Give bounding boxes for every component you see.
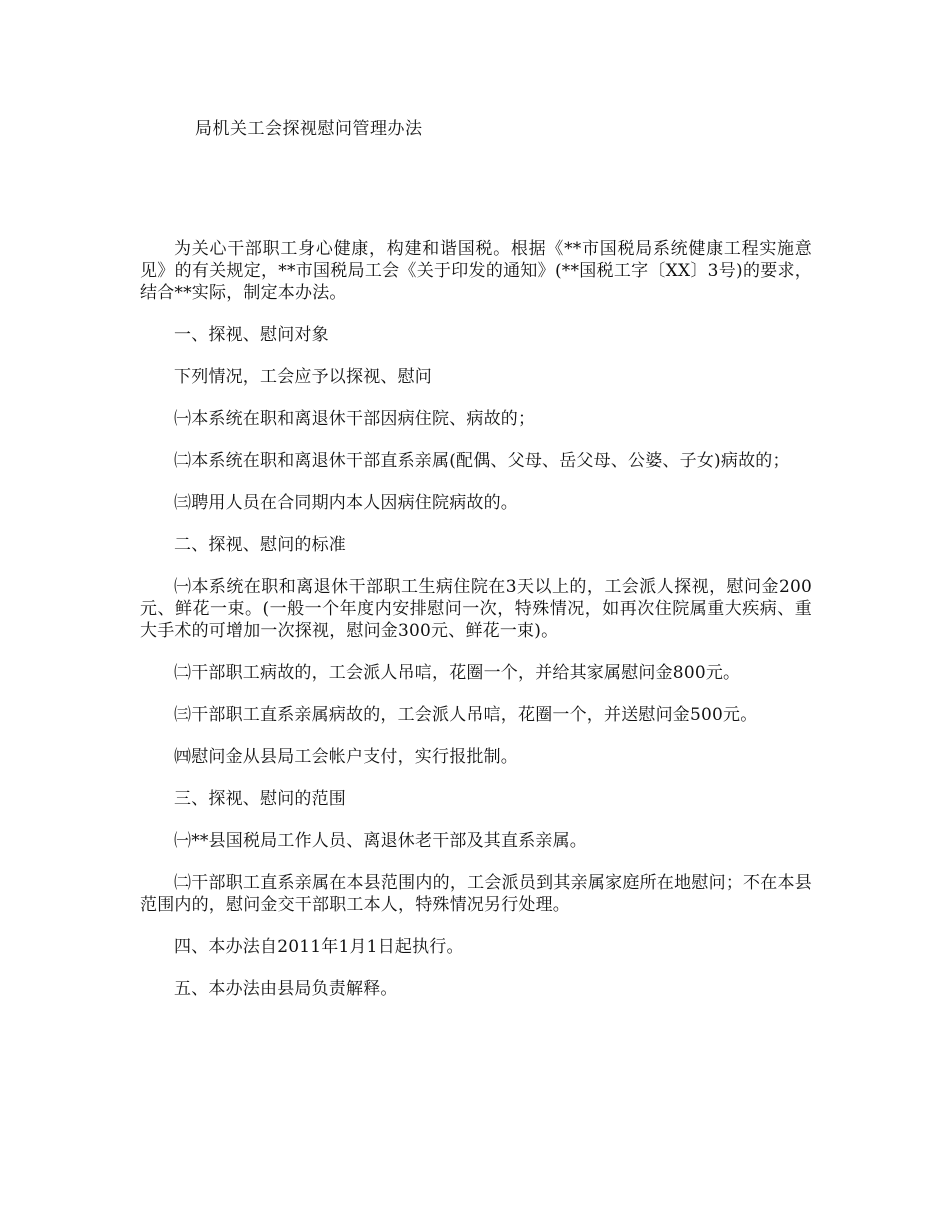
section-3-item-2: ㈡干部职工直系亲属在本县范围内的，工会派员到其亲属家庭所在地慰问；不在本县范围内的，慰问金交干部职工本人，特殊情况另行处理。: [140, 873, 812, 915]
section-heading-5: 五、本办法由县局负责解释。: [174, 979, 398, 999]
section-2-item-2: ㈡干部职工病故的，工会派人吊唁，花圈一个，并给其家属慰问金800元。: [174, 663, 741, 683]
document-title: 局机关工会探视慰问管理办法: [195, 119, 423, 139]
section-heading-2: 二、探视、慰问的标准: [174, 535, 346, 555]
section-1-item-2: ㈡本系统在职和离退休干部直系亲属(配偶、父母、岳父母、公婆、子女)病故的；: [174, 451, 790, 471]
section-heading-4: 四、本办法自2011年1月1日起执行。: [174, 937, 464, 957]
intro-paragraph: 为关心干部职工身心健康，构建和谐国税。根据《**市国税局系统健康工程实施意见》的有关规定，**市国税局工会《关于印发的通知》(**国税工字〔XX〕3号)的要求，结合**实际，制定本办法。: [140, 239, 812, 303]
document-body: [140, 238, 812, 1020]
section-2-item-4: ㈣慰问金从县局工会帐户支付，实行报批制。: [174, 747, 518, 767]
section-1-lead: 下列情况，工会应予以探视、慰问: [174, 367, 432, 387]
section-3-item-1: ㈠**县国税局工作人员、离退休老干部及其直系亲属。: [174, 831, 587, 851]
section-2-item-3: ㈢干部职工直系亲属病故的，工会派人吊唁，花圈一个，并送慰问金500元。: [174, 705, 758, 725]
section-heading-3: 三、探视、慰问的范围: [174, 789, 346, 809]
section-heading-1: 一、探视、慰问对象: [174, 325, 329, 345]
section-1-item-3: ㈢聘用人员在合同期内本人因病住院病故的。: [174, 493, 518, 513]
section-2-item-1: ㈠本系统在职和离退休干部职工生病住院在3天以上的，工会派人探视，慰问金200元、鲜花一束。(一般一个年度内安排慰问一次，特殊情况，如再次住院属重大疾病、重大手术的可增加一次探视，慰问金300元、鲜花一束)。: [140, 577, 812, 641]
section-1-item-1: ㈠本系统在职和离退休干部因病住院、病故的；: [174, 409, 536, 429]
